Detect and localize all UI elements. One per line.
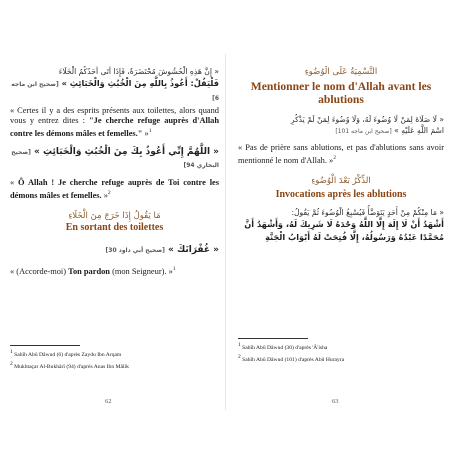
footnotes: [10, 345, 215, 372]
footnote-item: $^1$ Sahîh Abû Dâwud (30) d'après 'Â'isha: [238, 342, 328, 351]
hadith-source: [صحيح أبي داود 30]: [105, 246, 165, 254]
section-title-arabic: مَا يَقُولُ إِذَا خَرَجَ مِنَ الْخَلَاءِ: [68, 210, 161, 221]
footnote-divider: [10, 345, 80, 346]
hadith-source: [صحيح البخاري 94]: [11, 148, 219, 169]
dua-arabic: « غُفْرَانَكَ »: [168, 244, 219, 255]
hadith-translation: « Pas de prière sans ablutions, et pas d'ablutions sans avoir mentionné le nom d'Allah. »$^2$: [238, 143, 444, 165]
left-page: [4, 66, 223, 406]
dua-arabic: « اللَّهُمَّ إِنِّي أَعُوذُ بِكَ مِنَ الْخُبُثِ وَالْخَبَائِثِ »: [34, 146, 219, 157]
hadith-arabic-line: فَلْيَقُلْ: أَعُوذُ بِاللَّهِ مِنَ الْخُبُثِ وَالْخَبَائِثِ »: [61, 78, 219, 88]
footnote-ref: 2: [333, 155, 336, 161]
page-gutter: [225, 54, 226, 410]
hadith-arabic-line: « لَا صَلَاةَ لِمَنْ لَا وُضُوءَ لَهُ، وَلَا وُضُوءَ لِمَنْ لَمْ يَذْكُرِ: [290, 115, 444, 124]
footnote-item: $^2$ Mukhtaçar Al-Bukhârî (94) d'après Anas Ibn Mâlik: [10, 360, 129, 370]
hadith-arabic-line: « إِنَّ هَذِهِ الْحُشُوشَ مُحْتَضَرَةٌ، فَإِذَا أَتَى أَحَدُكُمُ الْخَلَاءَ: [58, 67, 219, 76]
hadith-arabic-line: أَشْهَدُ أَنْ لَا إِلَهَ إِلَّا اللَّهُ وَحْدَهُ لَا شَرِيكَ لَهُ، وَأَشْهَدُ أَنَّ: [244, 218, 444, 229]
section-title: Invocations après les ablutions: [275, 188, 407, 200]
page-number: 62: [105, 398, 112, 405]
hadith-translation: « Certes il y a des esprits présents aux toilettes, alors quand vous y entrez dites : "Je cherche refuge auprès d'Allah contre les démons mâles et femelles." »$^1$: [10, 106, 220, 138]
hadith-arabic-line: مُحَمَّدًا عَبْدُهُ وَرَسُولُهُ، إِلَّا فُتِحَتْ لَهُ أَبْوَابُ الْجَنَّةِ: [265, 231, 444, 242]
footnote-ref: 1: [148, 128, 152, 134]
right-page: [232, 66, 448, 406]
hadith-source: [صحيح ابن ماجه 6]: [11, 81, 219, 102]
footnote-divider: [238, 338, 308, 339]
footnote-ref: 2: [107, 189, 111, 196]
hadith-source: [صحيح ابن ماجه 101]: [335, 128, 392, 135]
dua-translation: « (Accorde-moi) Ton pardon (mon Seigneur). »$^1$: [10, 265, 176, 276]
section-title-arabic: التَّسْمِيَةُ عَلَى الْوُضُوءِ: [304, 67, 378, 77]
hadith-arabic-line: اسْمَ اللَّهِ عَلَيْهِ »: [394, 126, 444, 135]
footnote-ref: 1: [172, 265, 176, 272]
section-title: En sortant des toilettes: [65, 221, 164, 233]
footnote-item: $^1$ Sahîh Abû Dâwud (6) d'après Zaydu Ibn Arqam: [10, 349, 122, 358]
hadith-arabic-line: « مَا مِنْكُمْ مِنْ أَحَدٍ يَتَوَضَّأُ فَيُسْبِغُ الْوُضُوءَ ثُمَّ يَقُولُ:: [291, 207, 444, 217]
footnotes: [238, 338, 443, 365]
section-title: Mentionner le nom d'Allah avant les ablutions: [250, 80, 432, 106]
dua-translation: « Ô Allah ! Je cherche refuge auprès de Toi contre les démons mâles et femelles. »$^2$: [10, 177, 219, 200]
section-title-arabic: الذِّكْرُ بَعْدَ الْوُضُوءِ: [311, 175, 371, 186]
footnote-item: $^2$ Sahîh Abû Dâwud (101) d'après Abû Hurayra: [238, 353, 345, 363]
page-number: 63: [332, 398, 339, 405]
